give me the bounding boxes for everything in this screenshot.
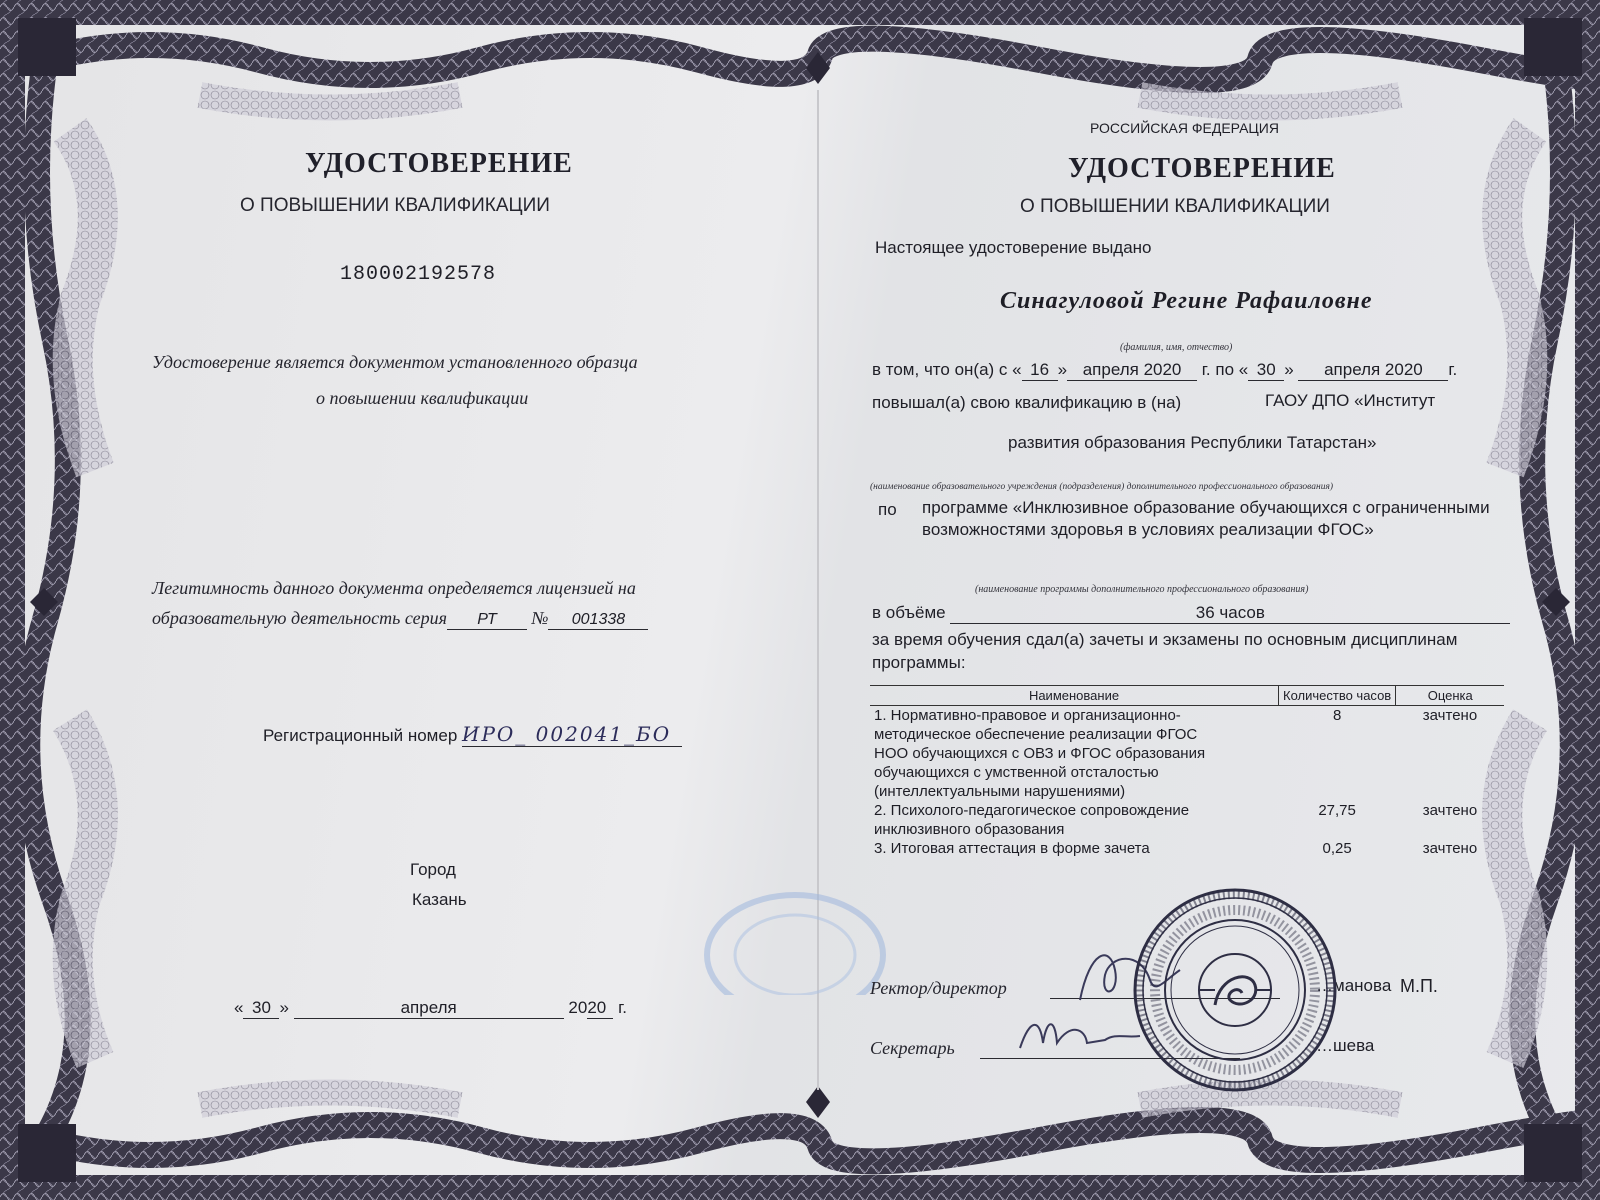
legal-note-line-1: Удостоверение является документом установленного образца — [152, 352, 638, 372]
license-number-label: № — [531, 608, 549, 628]
col-header-grade: Оценка — [1396, 686, 1505, 706]
program-line-2: возможностями здоровья в условиях реализации ФГОС» — [922, 520, 1374, 539]
registration-number-row — [263, 722, 682, 747]
recipient-name: Синагуловой Регине Рафаиловне — [1000, 288, 1373, 314]
issue-date-month: апреля — [294, 998, 564, 1019]
recipient-hint: (фамилия, имя, отчество) — [1120, 342, 1233, 353]
official-seal — [1130, 885, 1340, 1095]
table-row — [870, 801, 1504, 839]
issue-date-open-quote: « — [234, 998, 244, 1017]
country-name: РОССИЙСКАЯ ФЕДЕРАЦИЯ — [1090, 120, 1279, 136]
subject-name-line: 2. Психолого-педагогическое сопровождение — [874, 802, 1190, 819]
exams-line-1: за время обучения сдал(а) зачеты и экзамены по основным дисциплинам — [872, 630, 1458, 649]
subject-name-line: методическое обеспечение реализации ФГОС — [874, 726, 1198, 743]
subject-hours: 27,75 — [1318, 802, 1356, 819]
license-series: РТ — [447, 611, 527, 630]
secretary-signature — [1015, 1008, 1145, 1058]
city-value: Казань — [412, 890, 467, 909]
secretary-label: Секретарь — [870, 1038, 955, 1058]
study-period — [872, 360, 1457, 381]
subject-name — [870, 706, 1279, 802]
period-to-quote-close: » — [1284, 360, 1294, 379]
issue-date-year-prefix: 20 — [568, 998, 588, 1017]
volume-hours: 36 часов — [950, 603, 1510, 624]
subjects-table — [870, 685, 1504, 858]
subject-name-line: 1. Нормативно-правовое и организационно- — [874, 707, 1181, 724]
subject-name-line: 3. Итоговая аттестация в форме зачета — [874, 840, 1150, 857]
left-title: УДОСТОВЕРЕНИЕ — [305, 148, 573, 179]
certificate-serial-number: 180002192578 — [340, 263, 497, 286]
rector-label: Ректор/директор — [870, 978, 1007, 998]
issue-date — [234, 998, 627, 1019]
subject-name-line: инклюзивного образования — [874, 821, 1065, 838]
license-line-2-text: образовательную деятельность серия — [152, 608, 447, 628]
subject-grade: зачтено — [1422, 840, 1478, 857]
program-line-1: программе «Инклюзивное образование обучающихся с ограниченными — [922, 498, 1490, 517]
subject-name-line: обучающихся с умственной отсталостью — [874, 764, 1159, 781]
issued-to-label: Настоящее удостоверение выдано — [875, 238, 1152, 257]
period-prefix: в том, что он(а) с « — [872, 360, 1022, 379]
subjects-table-header — [870, 686, 1504, 706]
institution-line-2: развития образования Республики Татарстан» — [1008, 433, 1377, 452]
left-subtitle: О ПОВЫШЕНИИ КВАЛИФИКАЦИИ — [240, 195, 550, 216]
col-header-name: Наименование — [870, 686, 1279, 706]
institution-hint: (наименование образовательного учреждения (подразделения) дополнительного профессионального образования) — [870, 482, 1334, 492]
volume-row — [872, 603, 1510, 624]
city-label: Город — [410, 860, 456, 879]
right-subtitle: О ПОВЫШЕНИИ КВАЛИФИКАЦИИ — [1020, 196, 1330, 217]
license-line-2 — [152, 608, 648, 630]
period-mid: г. по « — [1201, 360, 1249, 379]
qualified-at-label: повышал(а) свою квалификацию в (на) — [872, 393, 1182, 412]
period-from-month-year: апреля 2020 — [1067, 360, 1197, 381]
period-to-day: 30 — [1248, 360, 1284, 381]
subject-name-line: (интеллектуальными нарушениями) — [874, 783, 1126, 800]
issue-date-day: 30 — [243, 998, 279, 1019]
program-prefix: по — [878, 500, 897, 519]
table-row — [870, 839, 1504, 858]
period-from-day: 16 — [1022, 360, 1058, 381]
program-hint: (наименование программы дополнительного профессионального образования) — [975, 584, 1309, 595]
subject-hours: 8 — [1332, 707, 1342, 724]
rector-name: …манова — [1316, 976, 1392, 995]
legal-note-line-2: о повышении квалификации — [316, 388, 529, 408]
period-suffix: г. — [1448, 360, 1458, 379]
secretary-name: …шева — [1316, 1036, 1375, 1055]
subjects-table-wrap — [870, 685, 1504, 858]
exams-line-2: программы: — [872, 653, 966, 672]
license-line-1: Легитимность данного документа определяется лицензией на — [152, 578, 636, 598]
issue-date-year-suffix: 20 — [587, 998, 613, 1019]
registration-number: ИРО_ 002041_БО — [462, 722, 682, 747]
subject-name-line: НОО обучающихся с ОВЗ и ФГОС образования — [874, 745, 1206, 762]
table-row — [870, 706, 1504, 802]
volume-label: в объёме — [872, 603, 946, 622]
issue-date-close-quote: » — [279, 998, 289, 1017]
period-to-month-year: апреля 2020 — [1298, 360, 1448, 381]
right-title: УДОСТОВЕРЕНИЕ — [1068, 153, 1336, 184]
seal-place-mark: М.П. — [1400, 976, 1438, 996]
license-number: 001338 — [548, 611, 648, 630]
subject-name — [870, 839, 1279, 858]
period-from-quote-close: » — [1057, 360, 1068, 379]
faded-blue-stamp — [700, 885, 890, 995]
col-header-hours: Количество часов — [1279, 686, 1396, 706]
subject-grade: зачтено — [1422, 802, 1478, 819]
subject-name — [870, 801, 1279, 839]
subject-grade: зачтено — [1422, 707, 1478, 724]
subject-hours: 0,25 — [1322, 840, 1352, 857]
issue-date-g: г. — [618, 998, 627, 1017]
registration-number-label: Регистрационный номер — [263, 726, 458, 745]
institution-line-1: ГАОУ ДПО «Институт — [1265, 391, 1436, 410]
